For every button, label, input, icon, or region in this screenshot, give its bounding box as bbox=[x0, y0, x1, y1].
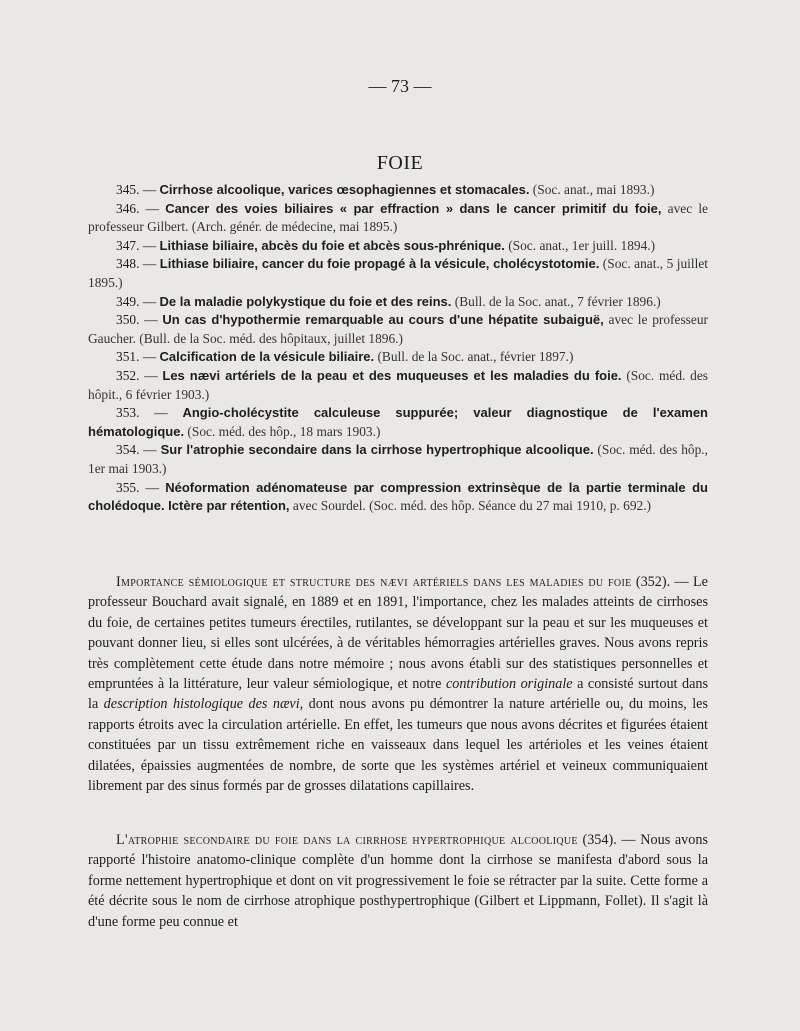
list-item: 347. — Lithiase biliaire, abcès du foie et abcès sous-phrénique. (Soc. anat., 1er juill. 1894.) bbox=[116, 237, 656, 253]
entry-number: 352. bbox=[116, 367, 140, 383]
entry-reference: (Soc. anat., 1er juill. 1894.) bbox=[504, 237, 656, 253]
entry-reference: (Bull. de la Soc. anat., février 1897.) bbox=[374, 349, 574, 365]
list-item: 350. — Un cas d'hypothermie remarquable au cours d'une hépatite subaiguë, avec le professeur Gaucher. (Bull. de la Soc. méd. des hôpitaux, juillet 1896.) bbox=[88, 312, 708, 346]
entry-title: Un cas d'hypothermie remarquable au cours d'une hépatite subaiguë, bbox=[162, 312, 604, 328]
entry-reference: avec le professeur Gaucher. (Bull. de la Soc. méd. des hôpitaux, juillet 1896.) bbox=[88, 312, 708, 346]
entry-title: Lithiase biliaire, cancer du foie propagé à la vésicule, cholécystotomie. bbox=[159, 256, 600, 272]
entry-number: 346. bbox=[116, 200, 140, 216]
list-item: 351. — Calcification de la vésicule biliaire. (Bull. de la Soc. anat., février 1897.) bbox=[116, 349, 574, 365]
page-number: — 73 — bbox=[368, 76, 432, 96]
entry-reference: avec le professeur Gilbert. (Arch. génér. de médecine, mai 1895.) bbox=[88, 200, 708, 235]
entry-number: 350. bbox=[116, 312, 140, 328]
entry-title: Cirrhose alcoolique, varices œsophagiennes et stomacales. bbox=[159, 182, 530, 197]
section-title: FOIE bbox=[376, 152, 424, 174]
paragraph-text: a consisté surtout dans la bbox=[88, 676, 708, 713]
paragraph-emphasis: description histologique des nævi, bbox=[103, 696, 304, 713]
entry-title: Cancer des voies biliaires « par effraction » dans le cancer primitif du foie, bbox=[165, 200, 662, 216]
paragraph-text: dont nous avons pu démontrer la nature artérielle ou, du moins, les rapports étroits avec la circulation artérielle. En effet, les tumeurs que nous avons décrites et figurées étaient constituées par un tissu extrêmement riche en vaisseaux dans lequel les artérioles et les veines étaient dilatées, épaissies augmentées de nombre, de sorte que les systèmes artériel et veineux communiquaient librement par des sinus formés par de grosses dilatations capillaires. bbox=[88, 696, 708, 795]
entry-number: 345. bbox=[116, 182, 140, 197]
entry-number: 348. bbox=[116, 256, 140, 272]
entry-reference: (Bull. de la Soc. anat., 7 février 1896.) bbox=[451, 293, 661, 309]
entry-title: Les nævi artériels de la peau et des muqueuses et les maladies du foie. bbox=[162, 367, 622, 383]
entry-title: Sur l'atrophie secondaire dans la cirrhose hypertrophique alcoolique. bbox=[160, 442, 594, 458]
entry-reference: (Soc. anat., mai 1893.) bbox=[529, 182, 655, 197]
paragraph-ref: (354). — bbox=[577, 832, 641, 848]
list-item: 348. — Lithiase biliaire, cancer du foie propagé à la vésicule, cholécystotomie. (Soc. anat., 5 juillet 1895.) bbox=[88, 256, 708, 290]
list-item: 353. — Angio-cholécystite calculeuse suppurée; valeur diagnostique de l'examen hématologique. (Soc. méd. des hôp., 18 mars 1903.) bbox=[88, 405, 708, 439]
entry-number: 355. bbox=[116, 479, 140, 495]
paragraph-heading: Importance sémiologique et structure des nævi artériels dans les maladies du foie bbox=[116, 574, 632, 590]
entry-number: 354. bbox=[116, 442, 140, 458]
entry-number: 349. bbox=[116, 293, 140, 309]
paragraph-heading: L'atrophie secondaire du foie dans la cirrhose hypertrophique alcoolique bbox=[116, 832, 578, 848]
paragraph-naevi bbox=[88, 572, 708, 796]
entry-number: 347. bbox=[116, 237, 140, 253]
list-item: 345. — Cirrhose alcoolique, varices œsophagiennes et stomacales. (Soc. anat., mai 1893.) bbox=[116, 182, 655, 197]
list-item: 349. — De la maladie polykystique du foie et des reins. (Bull. de la Soc. anat., 7 février 1896.) bbox=[116, 293, 661, 309]
entry-title: De la maladie polykystique du foie et des reins. bbox=[159, 293, 452, 309]
paragraph-text: Nous avons rapporté l'histoire anatomo-clinique complète d'un homme dont la cirrhose se manifesta d'abord sous la forme nettement hypertrophique et dont on vit progressivement le foie se rétracter par la suite. Cette forme a été décrite sous le nom de cirrhose atrophique posthypertrophique (Gilbert et Lippmann, Follet). Il s'agit là d'une forme peu connue et bbox=[88, 832, 708, 930]
list-item: 352. — Les nævi artériels de la peau et des muqueuses et les maladies du foie. (Soc. méd. des hôpit., 6 février 1903.) bbox=[88, 367, 708, 402]
list-item: 354. — Sur l'atrophie secondaire dans la cirrhose hypertrophique alcoolique. (Soc. méd. des hôp., 1er mai 1903.) bbox=[88, 442, 708, 476]
entry-reference: avec Sourdel. (Soc. méd. des hôp. Séance du 27 mai 1910, p. 692.) bbox=[289, 498, 652, 514]
paragraph-emphasis: contribution originale bbox=[445, 676, 573, 693]
entry-title: Lithiase biliaire, abcès du foie et abcès sous-phrénique. bbox=[159, 237, 505, 253]
paragraph-atrophie bbox=[88, 830, 708, 932]
entry-reference: (Soc. méd. des hôp., 18 mars 1903.) bbox=[184, 423, 381, 439]
publication-list bbox=[88, 181, 708, 516]
entry-title: Angio-cholécystite calculeuse suppurée; valeur diagnostique de l'examen hématologique. bbox=[88, 405, 708, 439]
list-item: 346. — Cancer des voies biliaires « par effraction » dans le cancer primitif du foie, avec le professeur Gilbert. (Arch. génér. de médecine, mai 1895.) bbox=[88, 200, 708, 235]
entry-reference: (Soc. anat., 5 juillet 1895.) bbox=[88, 256, 708, 290]
entry-title: Calcification de la vésicule biliaire. bbox=[159, 349, 375, 365]
entry-reference: (Soc. méd. des hôp., 1er mai 1903.) bbox=[88, 442, 708, 476]
entry-number: 353. bbox=[116, 405, 140, 421]
paragraph-text: Le professeur Bouchard avait signalé, en 1889 et en 1891, l'importance, chez les malades atteints de cirrhoses du foie, de certaines petites tumeurs érectiles, rutilantes, se développant sur la peau et sur les muqueuses et pouvant donner lieu, si elles sont ulcérées, à de véritables hémorragies artérielles graves. Nous avons repris très complètement cette étude dans notre mémoire ; nous avons établi sur des statistiques personnelles et empruntées à la littérature, leur valeur sémiologique, et notre bbox=[88, 574, 708, 693]
entry-reference: (Soc. méd. des hôpit., 6 février 1903.) bbox=[88, 367, 708, 402]
entry-number: 351. bbox=[116, 349, 140, 365]
entry-title: Néoformation adénomateuse par compression extrinsèque de la partie terminale du cholédoque. Ictère par rétention, bbox=[88, 479, 708, 514]
paragraph-ref: (352). — bbox=[631, 574, 694, 590]
list-item: 355. — Néoformation adénomateuse par compression extrinsèque de la partie terminale du cholédoque. Ictère par rétention, avec Sourdel. (Soc. méd. des hôp. Séance du 27 mai 1910, p. 692.) bbox=[88, 479, 708, 514]
